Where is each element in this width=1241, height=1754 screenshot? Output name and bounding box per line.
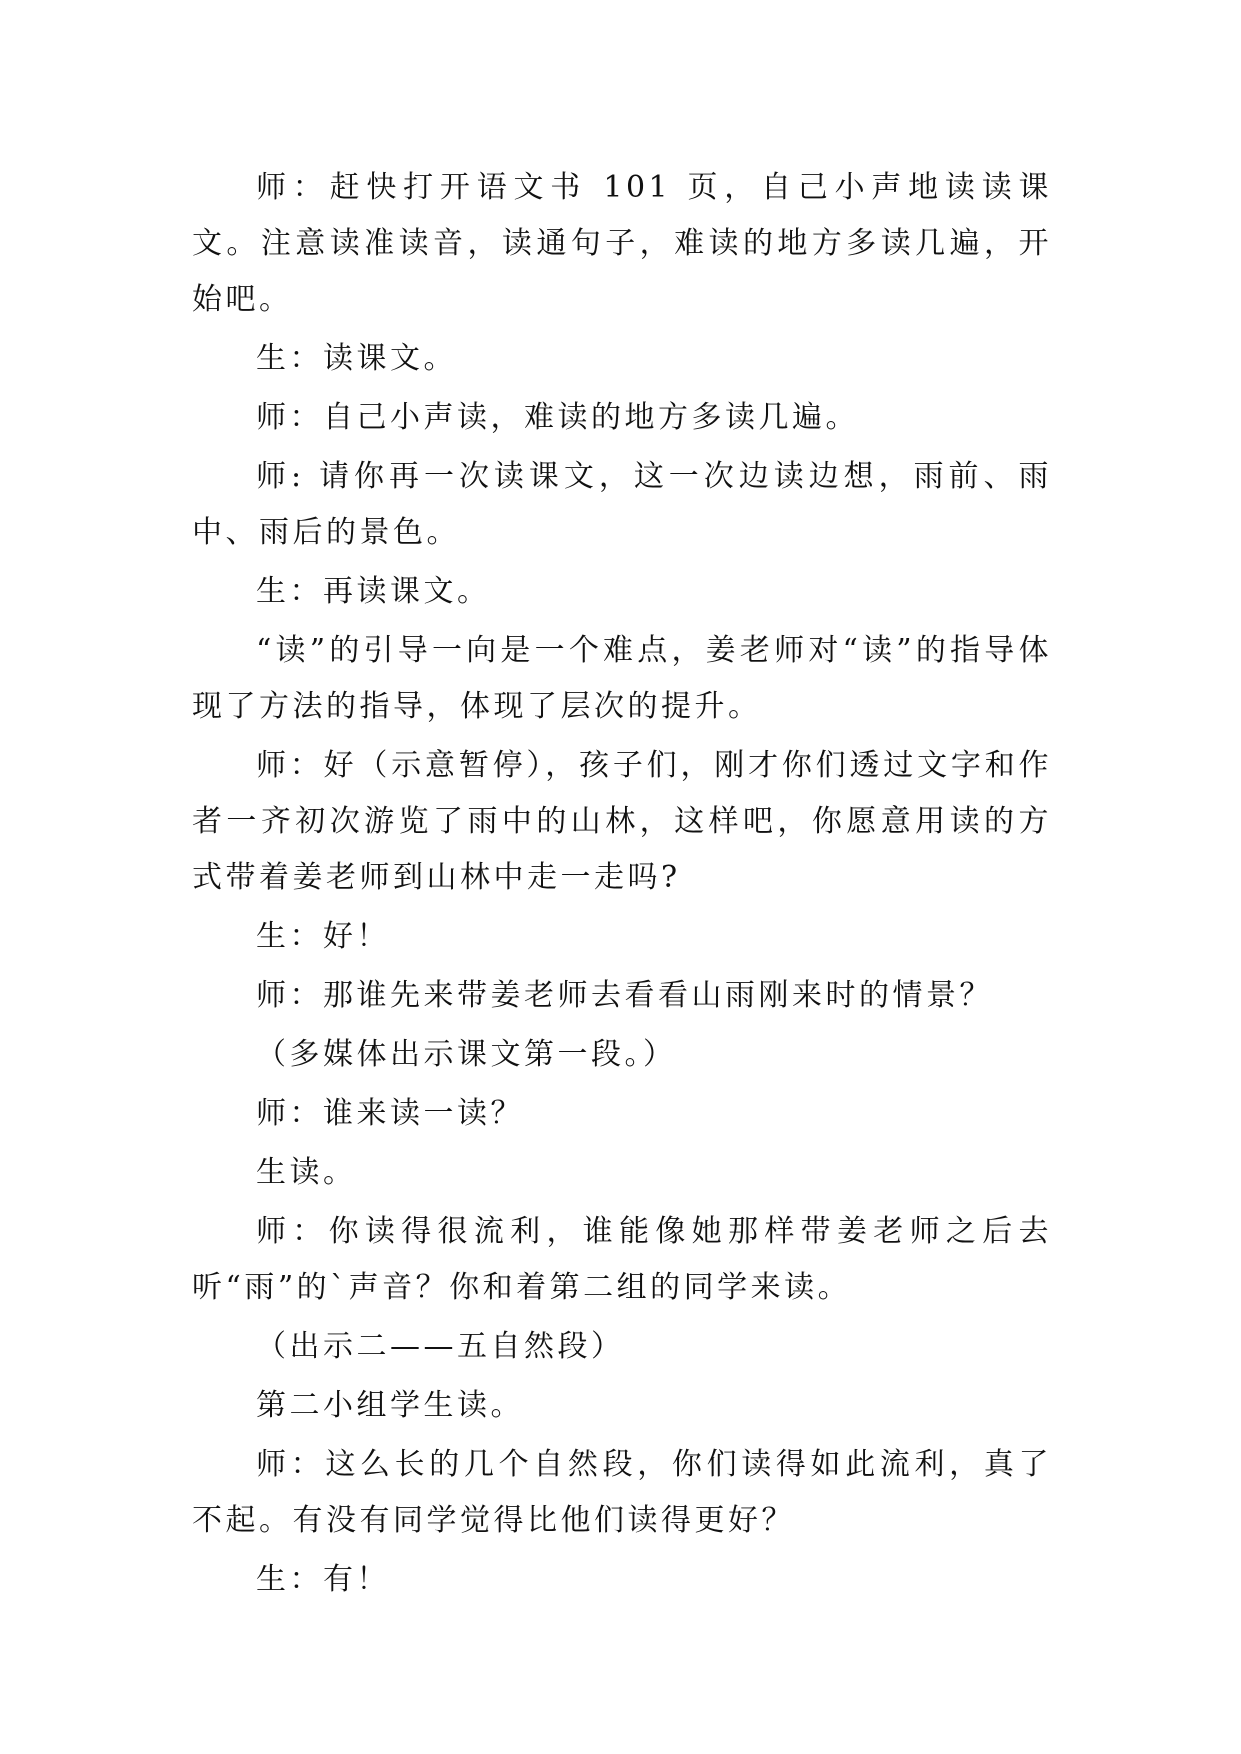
paragraph: 生读。 xyxy=(256,1155,357,1190)
paragraph: 第二小组学生读。 xyxy=(256,1388,524,1423)
paragraph: （出示二——五自然段） xyxy=(256,1329,625,1364)
paragraph: 生：好！ xyxy=(256,919,390,954)
paragraph: 师：自己小声读，难读的地方多读几遍。 xyxy=(256,400,859,435)
paragraph: 师：那谁先来带姜老师去看看山雨刚来时的情景？ xyxy=(256,978,993,1013)
paragraph: 师：谁来读一读？ xyxy=(256,1096,524,1131)
paragraph: 师：这么长的几个自然段，你们读得如此流利，真了不起。有没有同学觉得比他们读得更好？ xyxy=(192,1447,1052,1538)
paragraph: （多媒体出示课文第一段。） xyxy=(256,1037,677,1072)
paragraph: 生：再读课文。 xyxy=(256,574,491,609)
paragraph: 师: 请你再一次读课文，这一次边读边想，雨前、雨中、雨后的景色。 xyxy=(192,459,1052,550)
paragraph: “读”的引导一向是一个难点，姜老师对“读”的指导体现了方法的指导，体现了层次的提升。 xyxy=(192,633,1052,724)
paragraph: 师：你读得很流利，谁能像她那样带姜老师之后去听“雨”的`声音？你和着第二组的同学来读。 xyxy=(192,1214,1052,1305)
paragraph: 生：有！ xyxy=(256,1562,390,1597)
paragraph: 师：好（示意暂停），孩子们，刚才你们透过文字和作者一齐初次游览了雨中的山林，这样吧，你愿意用读的方式带着姜老师到山林中走一走吗? xyxy=(192,748,1052,895)
paragraph: 生：读课文。 xyxy=(256,341,457,376)
document-body xyxy=(192,160,1052,1611)
paragraph: 师：赶快打开语文书 101 页，自己小声地读读课文。注意读准读音，读通句子，难读的地方多读几遍，开始吧。 xyxy=(192,170,1052,317)
